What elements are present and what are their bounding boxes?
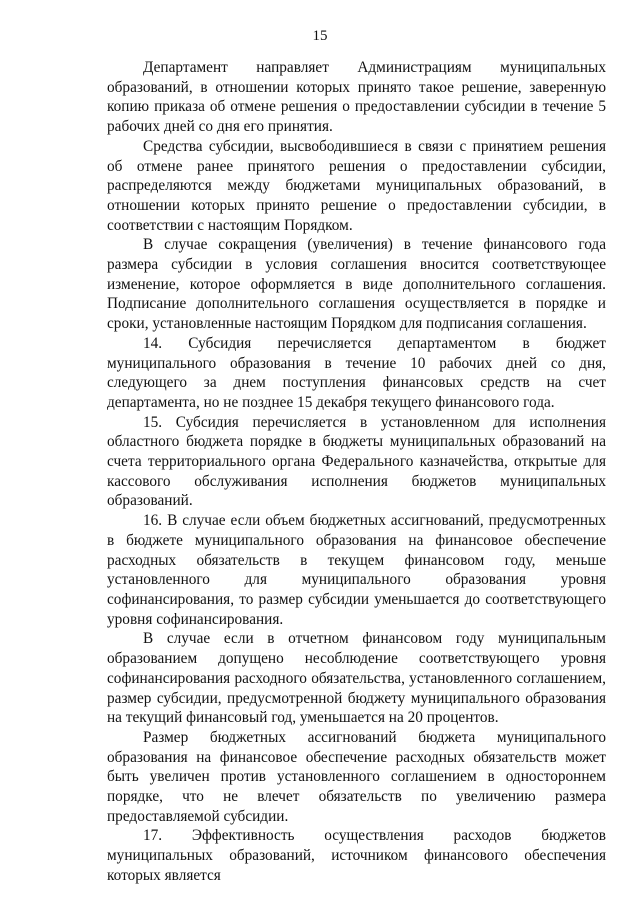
paragraph-item-17: 17. Эффективность осуществления расходов бюджетов муниципальных образований, источником финансового обеспечения которых является — [107, 827, 606, 884]
paragraph-budget-increase: Размер бюджетных ассигнований бюджета муниципального образования на финансовое обеспечение расходных обязательств может быть увеличен против установленного соглашением в одностороннем порядке, что не влечет обязательств по увеличению размера предоставляемой субсидии. — [107, 728, 606, 825]
paragraph-item-15: 15. Субсидия перечисляется в установленном для исполнения областного бюджета порядке в бюджеты муниципальных образований на счета территориального органа Федерального казначейства, открытые для кассового обслуживания исполнения бюджетов муниципальных образований. — [107, 413, 606, 510]
paragraph-subsidy-change: В случае сокращения (увеличения) в течение финансового года размера субсидии в условия соглашения вносится соответствующее изменение, которое оформляется в виде дополнительного соглашения. Подписание дополнительного соглашения осуществляется в порядке и сроки, установленные настоящим Порядком для подписания соглашения. — [107, 236, 606, 333]
paragraph-item-14: 14. Субсидия перечисляется департаментом в бюджет муниципального образования в течение 10 рабочих дней со дня, следующего за днем поступления финансовых средств на счет департамента, но не позднее 15 декабря текущего финансового года. — [107, 334, 606, 411]
page-number: 15 — [312, 28, 328, 44]
paragraph-cofinancing-violation: В случае если в отчетном финансовом году муниципальным образованием допущено несоблюдение соответствующего уровня софинансирования расходного обязательства, установленного соглашением, размер субсидии, предусмотренной бюджету муниципального образования на текущий финансовый год, уменьшается на 20 процентов. — [107, 630, 606, 727]
document-body — [107, 58, 606, 886]
paragraph-released-funds: Средства субсидии, высвободившиеся в связи с принятием решения об отмене ранее принятого решения о предоставлении субсидии, распределяются между бюджетами муниципальных образований, в отношении которых принято решение о предоставлении субсидии, в соответствии с настоящим Порядком. — [107, 137, 606, 234]
paragraph-item-16: 16. В случае если объем бюджетных ассигнований, предусмотренных в бюджете муниципального образования на финансовое обеспечение расходных обязательств в текущем финансовом году, меньше установленного для муниципального образования уровня софинансирования, то размер субсидии уменьшается до соответствующего уровня софинансирования. — [107, 512, 606, 628]
paragraph-department-notice: Департамент направляет Администрациям муниципальных образований, в отношении которых принято такое решение, заверенную копию приказа об отмене решения о предоставлении субсидии в течение 5 рабочих дней со дня его принятия. — [107, 59, 606, 136]
